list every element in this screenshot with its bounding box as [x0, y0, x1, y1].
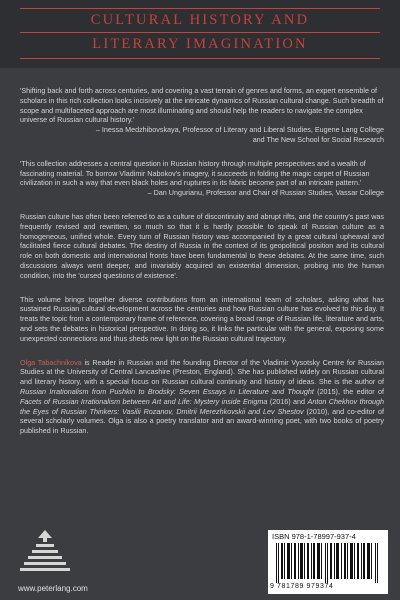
- barcode-digits: 9 781789 979374: [270, 583, 334, 590]
- back-cover-text: [20, 86, 384, 450]
- bio-book-title-3: Anton Chekhov through the Eyes of Russian Thinkers: Vasilii Rozanov, Dmitrii Merezhkovskii and Lev Shestov: [20, 396, 384, 416]
- isbn-label: ISBN 978-1-78997-937-4: [272, 532, 356, 541]
- bio-text-1: is Reader in Russian and the founding Director of the Vladimir Vysotsky Centre for Russian Studies at the University of Central Lancashire (Preston, England). She has published widely on Russian cultural and literary history, with a special focus on Russian cultural continuity and history of ideas. She is the author of: [20, 357, 384, 387]
- series-title-line2: LITERARY IMAGINATION: [92, 36, 308, 52]
- series-rule-top: [20, 8, 380, 9]
- bio-text-2: (2015), the editor of: [313, 386, 384, 396]
- bio-book-title-2: Facets of Russian Irrationalism between Art and Life: Mystery inside Enigma: [20, 396, 268, 406]
- endorsement-attribution-1: [20, 125, 384, 145]
- bio-book-title-1: Russian Irrationalism from Pushkin to Brodsky: Seven Essays in Literature and Thought: [20, 386, 314, 396]
- bio-text-3: (2016) and: [267, 396, 308, 406]
- description-paragraph-2: This volume brings together diverse contributions from an international team of scholars, asking what has sustained Russian cultural development across the centuries and how Russian culture has evolved to this day. It treats the topic from a contemporary frame of reference, covering a broad range of Russian life, literature and arts, and sets the debates in historical perspective. In doing so, it links the particular with the general, exposing some unexpected connections and thus sheds new light on the Russian cultural trajectory.: [20, 294, 384, 343]
- endorsement-quote-2: 'This collection addresses a central question in Russian history through multiple perspectives and a wealth of fascinating material. To borrow Vladimir Nabokov's imagery, it succeeds in folding the magic carpet of Russian civilization in such a way that even black holes and ruptures in its fabric become part of an intricate pattern.': [20, 158, 370, 188]
- author-bio: [20, 358, 384, 436]
- series-banner: [0, 0, 400, 68]
- attribution-1-line1: – Inessa Medzhibovskaya, Professor of Literary and Liberal Studies, Eugene Lang College: [95, 125, 384, 135]
- publisher-website-link[interactable]: www.peterlang.com: [18, 584, 88, 593]
- endorsement-quote-1: 'Shifting back and forth across centuries, and covering a vast terrain of genres and forms, an expert ensemble of scholars in this rich collection looks incisively at the intricate dynamics of Russian cultural change. Such breadth of scope and multifaceted approach are most illuminating and should help the readers to navigate the complex universe of Russian cultural history.': [20, 86, 384, 125]
- attribution-2-line1: – Dan Ungurianu, Professor and Chair of Russian Studies, Vassar College: [147, 188, 384, 198]
- series-rule-middle: [20, 32, 380, 33]
- series-rule-bottom: [20, 58, 380, 59]
- attribution-1-line2: and The New School for Social Research: [252, 134, 384, 144]
- barcode-graphic: [274, 543, 382, 583]
- author-name: Olga Tabachnikova: [20, 357, 82, 367]
- series-title-line1: CULTURAL HISTORY AND: [90, 12, 310, 28]
- endorsement-attribution-2: [20, 188, 384, 198]
- description-paragraph-1: Russian culture has often been referred to as a culture of discontinuity and abrupt rifts, and the country's past was frequently revised and rewritten, so much so that it is hardly possible to speak of Russian culture as a homogeneous, unified whole. Every turn of Russian history was accompanied by a great cultural upheaval and facilitated fierce cultural debates. The destiny of Russia in the context of its geopolitical position and its cultural role on both domestic and international fronts have been fundamental to these debates. At the same time, such discussions always went deeper, and invariably acquired an existential dimension, probing into the human condition, into the 'cursed questions of existence'.: [20, 211, 384, 280]
- bio-text-4: (2010), and co-editor of several scholarly volumes. Olga is also a poetry translator and an award-winning poet, with two books of poetry published in Russian.: [20, 406, 385, 436]
- peter-lang-logo: [18, 528, 78, 584]
- isbn-barcode-box: [268, 530, 388, 594]
